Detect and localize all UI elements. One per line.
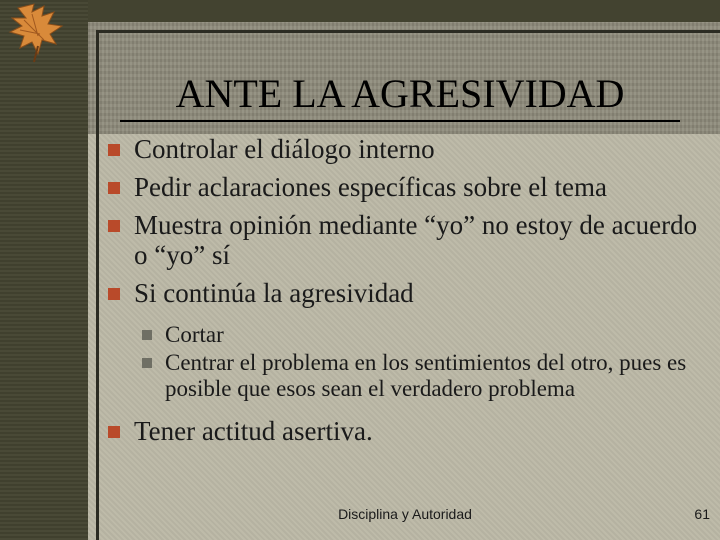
- bullet-item: [104, 172, 704, 202]
- page-number: 61: [694, 506, 710, 522]
- square-bullet-icon: [108, 426, 120, 438]
- top-frame-strip: [0, 0, 720, 22]
- slide-title: ANTE LA AGRESIVIDAD: [120, 70, 680, 122]
- sub-bullet-text: Cortar: [165, 322, 224, 347]
- square-bullet-icon: [108, 182, 120, 194]
- sub-bullet-item: [104, 350, 704, 402]
- bullet-item: [104, 416, 704, 446]
- sub-bullet-text: Centrar el problema en los sentimientos del otro, pues es posible que esos sean el verdadero problema: [165, 350, 687, 401]
- square-sub-bullet-icon: [142, 330, 152, 340]
- square-bullet-icon: [108, 144, 120, 156]
- bullet-item: [104, 210, 704, 270]
- square-bullet-icon: [108, 288, 120, 300]
- bullet-text: Si continúa la agresividad: [134, 278, 414, 308]
- autumn-leaf-icon: [4, 0, 82, 64]
- bullet-text: Controlar el diálogo interno: [134, 134, 435, 164]
- sub-bullet-list: [104, 322, 704, 402]
- bullet-text: Pedir aclaraciones específicas sobre el tema: [134, 172, 608, 202]
- square-bullet-icon: [108, 220, 120, 232]
- slide-content: [104, 134, 704, 454]
- left-frame-strip: [0, 0, 88, 540]
- square-sub-bullet-icon: [142, 358, 152, 368]
- bullet-text: Tener actitud asertiva.: [134, 416, 373, 446]
- bullet-item: [104, 134, 704, 164]
- footer-text: Disciplina y Autoridad: [338, 506, 472, 522]
- bullet-item: [104, 278, 704, 308]
- sub-bullet-item: [104, 322, 704, 348]
- bullet-text: Muestra opinión mediante “yo” no estoy de acuerdo o “yo” sí: [134, 210, 698, 270]
